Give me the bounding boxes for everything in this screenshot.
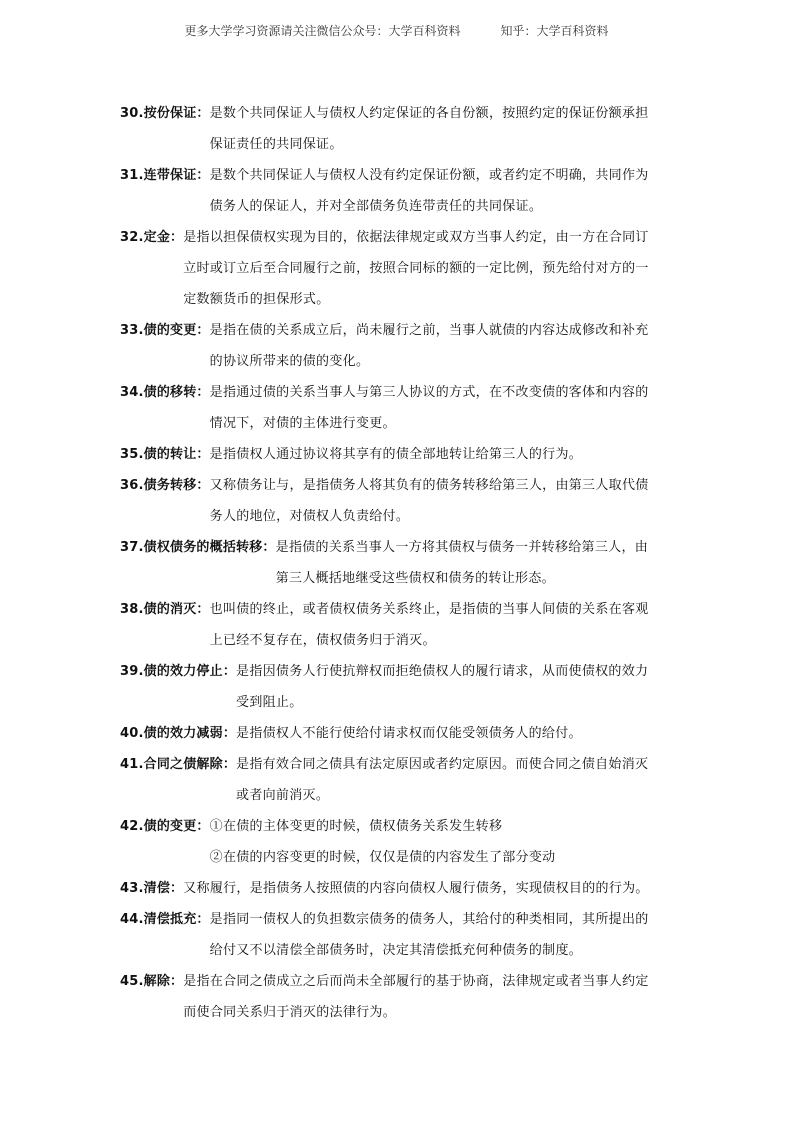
glossary-entry <box>120 873 680 904</box>
entry-term: 32.定金： <box>120 230 184 245</box>
definition-line: 或者向前消灭。 <box>236 788 330 803</box>
definition-line: 是指通过债的关系当事人与第三人协议的方式，在不改变债的客体和内容的 <box>209 385 649 400</box>
header-wechat-note: 更多大学学习资源请关注微信公众号：大学百科资料 <box>184 24 461 38</box>
definition-line: 是指以担保债权实现为目的，依据法律规定或双方当事人约定，由一方在合同订 <box>183 230 649 245</box>
entry-term: 43.清偿： <box>120 881 184 896</box>
definition-line: 的协议所带来的债的变化。 <box>209 354 370 369</box>
entry-term: 36.债务转移： <box>120 478 210 493</box>
glossary-entry <box>120 594 680 656</box>
entry-term: 38.债的消灭： <box>120 602 210 617</box>
definition-line: 定数额货币的担保形式。 <box>183 292 330 307</box>
definition-line: 上已经不复存在，债权债务归于消灭。 <box>209 633 436 648</box>
glossary-entry <box>120 222 680 315</box>
entry-definition <box>236 656 680 718</box>
entry-term: 33.债的变更： <box>120 323 210 338</box>
header-zhihu-note: 知乎：大学百科资料 <box>500 24 609 38</box>
definition-line: 务人的地位，对债权人负责给付。 <box>209 509 410 524</box>
glossary-entry <box>120 904 680 966</box>
definition-line: 立时或订立后至合同履行之前，按照合同标的额的一定比例，预先给付对方的一 <box>183 261 649 276</box>
entry-term: 30.按份保证： <box>120 106 210 121</box>
definition-line: 是指因债务人行使抗辩权而拒绝债权人的履行请求，从而使债权的效力 <box>236 664 649 679</box>
entry-definition <box>210 811 680 873</box>
entry-definition <box>210 377 680 439</box>
definition-line: ①在债的主体变更的时候，债权债务关系发生转移 <box>209 819 503 834</box>
glossary-entry <box>120 377 680 439</box>
entry-definition <box>183 873 680 904</box>
definition-line: 是指债的关系当事人一方将其债权与债务一并转移给第三人，由 <box>275 540 649 555</box>
entry-definition <box>210 594 680 656</box>
entry-term: 37.债权债务的概括转移： <box>120 540 276 555</box>
definition-line: 债务人的保证人，并对全部债务负连带责任的共同保证。 <box>209 199 543 214</box>
definition-line: 是指债权人不能行使给付请求权而仅能受领债务人的给付。 <box>236 726 582 741</box>
entry-definition <box>210 315 680 377</box>
entry-definition <box>210 904 680 966</box>
glossary-entry <box>120 718 680 749</box>
glossary-entry <box>120 966 680 1028</box>
entry-definition <box>210 439 680 470</box>
glossary-entry <box>120 532 680 594</box>
entry-term: 40.债的效力减弱： <box>120 726 237 741</box>
glossary-entry <box>120 470 680 532</box>
definition-line: 保证责任的共同保证。 <box>209 137 343 152</box>
entry-term: 42.债的变更： <box>120 819 210 834</box>
definition-line: ②在债的内容变更的时候，仅仅是债的内容发生了部分变动 <box>209 850 556 865</box>
definition-line: 是指在债的关系成立后，尚未履行之前，当事人就债的内容达成修改和补充 <box>209 323 649 338</box>
glossary-entry <box>120 98 680 160</box>
definition-line: 是指在合同之债成立之后而尚未全部履行的基于协商，法律规定或者当事人约定 <box>183 974 649 989</box>
definition-line: 又称债务让与，是指债务人将其负有的债务转移给第三人，由第三人取代债 <box>209 478 649 493</box>
entry-term: 39.债的效力停止： <box>120 664 237 679</box>
page-header <box>0 22 793 39</box>
definition-line: 又称履行，是指债务人按照债的内容向债权人履行债务，实现债权目的的行为。 <box>183 881 649 896</box>
glossary-entry <box>120 315 680 377</box>
entry-definition <box>210 160 680 222</box>
definition-line: 是指同一债权人的负担数宗债务的债务人，其给付的种类相同，其所提出的 <box>209 912 649 927</box>
definition-line: 第三人概括地继受这些债权和债务的转让形态。 <box>275 571 555 586</box>
entry-definition <box>276 532 680 594</box>
definition-line: 是指有效合同之债具有法定原因或者约定原因。而使合同之债自始消灭 <box>236 757 649 772</box>
entry-term: 41.合同之债解除： <box>120 757 237 772</box>
definition-line: 是数个共同保证人与债权人没有约定保证份额，或者约定不明确，共同作为 <box>209 168 649 183</box>
entry-definition <box>183 966 680 1028</box>
entry-definition <box>210 470 680 532</box>
glossary-entry <box>120 811 680 873</box>
definition-line: 是指债权人通过协议将其享有的债全部地转让给第三人的行为。 <box>209 447 583 462</box>
definition-line: 而使合同关系归于消灭的法律行为。 <box>183 1005 397 1020</box>
definition-line: 也叫债的终止，或者债权债务关系终止，是指债的当事人间债的关系在客观 <box>209 602 649 617</box>
definition-line: 是数个共同保证人与债权人约定保证的各自份额，按照约定的保证份额承担 <box>209 106 649 121</box>
entry-definition <box>183 222 680 315</box>
glossary-entry <box>120 656 680 718</box>
entry-term: 45.解除： <box>120 974 184 989</box>
entry-term: 34.债的移转： <box>120 385 210 400</box>
entry-definition <box>236 718 680 749</box>
glossary-entry <box>120 439 680 470</box>
entry-definition <box>210 98 680 160</box>
entry-term: 44.清偿抵充： <box>120 912 210 927</box>
entry-term: 35.债的转让： <box>120 447 210 462</box>
glossary-entry <box>120 749 680 811</box>
glossary-entry <box>120 160 680 222</box>
glossary-list <box>120 98 680 1028</box>
definition-line: 受到阻止。 <box>236 695 303 710</box>
definition-line: 给付又不以清偿全部债务时，决定其清偿抵充何种债务的制度。 <box>209 943 583 958</box>
entry-definition <box>236 749 680 811</box>
definition-line: 情况下，对债的主体进行变更。 <box>209 416 396 431</box>
entry-term: 31.连带保证： <box>120 168 210 183</box>
